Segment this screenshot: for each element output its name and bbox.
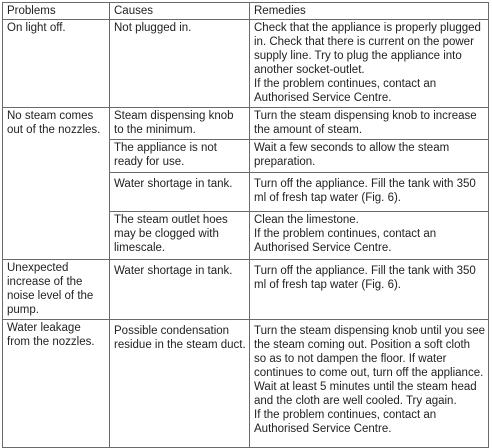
remedy-cell: Turn off the appliance. Fill the tank with 350 ml of fresh tap water (Fig. 6). [250, 260, 489, 320]
remedy-cell [250, 20, 489, 108]
cause-cell: The appliance is not ready for use. [110, 140, 250, 173]
remedy-cell [250, 320, 489, 448]
cause-cell: Water shortage in tank. [110, 260, 250, 320]
remedy-cell: Wait a few seconds to allow the steam preparation. [250, 140, 489, 173]
cause-cell: Not plugged in. [110, 20, 250, 108]
header-row [3, 3, 489, 20]
header-remedies: Remedies [250, 3, 489, 20]
table-header [3, 3, 489, 20]
remedy-cell [250, 212, 489, 260]
table-row [3, 108, 489, 140]
table-row [3, 20, 489, 108]
problem-cell: Unexpected increase of the noise level of the pump. [3, 260, 110, 320]
cause-cell: Possible condensation residue in the steam duct. [110, 320, 250, 448]
table-row [3, 320, 489, 448]
cause-cell: Steam dispensing knob to the minimum. [110, 108, 250, 140]
problem-cell: Water leakage from the nozzles. [3, 320, 110, 448]
header-causes: Causes [110, 3, 250, 20]
cause-cell: Water shortage in tank. [110, 173, 250, 212]
problem-cell: On light off. [3, 20, 110, 108]
remedy-text: Turn the steam dispensing knob until you see the steam coming out. Position a soft cloth so as to not dampen the floor. If water continues to come out, turn off the appliance. Wait at least 5 minutes until the steam head and the cloth are well cooled. Try again. If the problem continues, contact an Authorised Service Centre. [254, 325, 485, 435]
cause-cell: The steam outlet hoes may be clogged with limescale. [110, 212, 250, 260]
remedy-cell: Turn off the appliance. Fill the tank with 350 ml of fresh tap water (Fig. 6). [250, 173, 489, 212]
table-body [3, 20, 489, 448]
header-problems: Problems [3, 3, 110, 20]
remedy-text: Clean the limestone. If the problem continues, contact an Authorised Service Centre. [254, 214, 437, 254]
troubleshooting-table [2, 2, 489, 448]
remedy-cell: Turn the steam dispensing knob to increase the amount of steam. [250, 108, 489, 140]
table-row [3, 260, 489, 320]
remedy-text: Check that the appliance is properly plugged in. Check that there is current on the power supply line. Try to plug the appliance into another socket-outlet. If the problem continues, contact an Authorised Service Centre. [254, 22, 481, 104]
problem-cell: No steam comes out of the nozzles. [3, 108, 110, 260]
